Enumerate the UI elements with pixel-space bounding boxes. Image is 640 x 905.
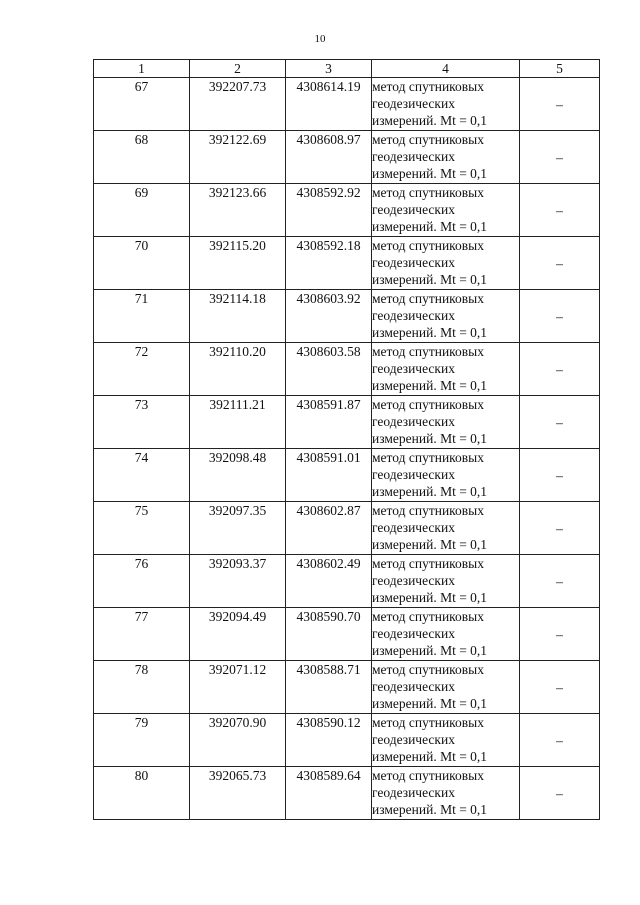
- point-number-cell: 69: [94, 184, 190, 237]
- page-number: 10: [314, 33, 326, 45]
- x-coordinate-cell: 392098.48: [190, 449, 286, 502]
- x-coordinate-cell: 392093.37: [190, 555, 286, 608]
- y-coordinate-cell: 4308591.01: [286, 449, 372, 502]
- header-col-5: 5: [520, 60, 600, 78]
- note-cell: –: [520, 396, 600, 449]
- method-cell: метод спутниковых геодезических измерений. Mt = 0,1: [372, 78, 520, 131]
- y-coordinate-cell: 4308602.49: [286, 555, 372, 608]
- method-cell: метод спутниковых геодезических измерений. Mt = 0,1: [372, 184, 520, 237]
- table-row: [94, 343, 600, 396]
- note-cell: –: [520, 767, 600, 820]
- table-row: [94, 290, 600, 343]
- y-coordinate-cell: 4308602.87: [286, 502, 372, 555]
- table-row: [94, 237, 600, 290]
- point-number-cell: 80: [94, 767, 190, 820]
- x-coordinate-cell: 392070.90: [190, 714, 286, 767]
- x-coordinate-cell: 392207.73: [190, 78, 286, 131]
- note-cell: –: [520, 661, 600, 714]
- point-number-cell: 72: [94, 343, 190, 396]
- header-col-4: 4: [372, 60, 520, 78]
- note-cell: –: [520, 237, 600, 290]
- y-coordinate-cell: 4308592.18: [286, 237, 372, 290]
- point-number-cell: 67: [94, 78, 190, 131]
- table-row: [94, 184, 600, 237]
- x-coordinate-cell: 392094.49: [190, 608, 286, 661]
- y-coordinate-cell: 4308592.92: [286, 184, 372, 237]
- y-coordinate-cell: 4308603.92: [286, 290, 372, 343]
- y-coordinate-cell: 4308590.70: [286, 608, 372, 661]
- method-cell: метод спутниковых геодезических измерений. Mt = 0,1: [372, 449, 520, 502]
- table-row: [94, 396, 600, 449]
- method-cell: метод спутниковых геодезических измерений. Mt = 0,1: [372, 396, 520, 449]
- note-cell: –: [520, 131, 600, 184]
- method-cell: метод спутниковых геодезических измерений. Mt = 0,1: [372, 661, 520, 714]
- point-number-cell: 73: [94, 396, 190, 449]
- table-row: [94, 661, 600, 714]
- y-coordinate-cell: 4308603.58: [286, 343, 372, 396]
- table-row: [94, 131, 600, 184]
- table-row: [94, 767, 600, 820]
- note-cell: –: [520, 449, 600, 502]
- method-cell: метод спутниковых геодезических измерений. Mt = 0,1: [372, 502, 520, 555]
- x-coordinate-cell: 392115.20: [190, 237, 286, 290]
- point-number-cell: 75: [94, 502, 190, 555]
- note-cell: –: [520, 555, 600, 608]
- table-row: [94, 78, 600, 131]
- y-coordinate-cell: 4308614.19: [286, 78, 372, 131]
- method-cell: метод спутниковых геодезических измерений. Mt = 0,1: [372, 555, 520, 608]
- note-cell: –: [520, 608, 600, 661]
- x-coordinate-cell: 392122.69: [190, 131, 286, 184]
- x-coordinate-cell: 392071.12: [190, 661, 286, 714]
- method-cell: метод спутниковых геодезических измерений. Mt = 0,1: [372, 608, 520, 661]
- note-cell: –: [520, 290, 600, 343]
- note-cell: –: [520, 714, 600, 767]
- table-row: [94, 714, 600, 767]
- point-number-cell: 71: [94, 290, 190, 343]
- y-coordinate-cell: 4308589.64: [286, 767, 372, 820]
- x-coordinate-cell: 392065.73: [190, 767, 286, 820]
- y-coordinate-cell: 4308608.97: [286, 131, 372, 184]
- x-coordinate-cell: 392097.35: [190, 502, 286, 555]
- x-coordinate-cell: 392123.66: [190, 184, 286, 237]
- table-header: [94, 60, 600, 78]
- header-row: [94, 60, 600, 78]
- table-row: [94, 608, 600, 661]
- method-cell: метод спутниковых геодезических измерений. Mt = 0,1: [372, 714, 520, 767]
- y-coordinate-cell: 4308588.71: [286, 661, 372, 714]
- header-col-2: 2: [190, 60, 286, 78]
- point-number-cell: 78: [94, 661, 190, 714]
- y-coordinate-cell: 4308590.12: [286, 714, 372, 767]
- method-cell: метод спутниковых геодезических измерений. Mt = 0,1: [372, 131, 520, 184]
- table-row: [94, 449, 600, 502]
- note-cell: –: [520, 343, 600, 396]
- point-number-cell: 76: [94, 555, 190, 608]
- x-coordinate-cell: 392114.18: [190, 290, 286, 343]
- note-cell: –: [520, 502, 600, 555]
- point-number-cell: 79: [94, 714, 190, 767]
- table-row: [94, 502, 600, 555]
- point-number-cell: 70: [94, 237, 190, 290]
- method-cell: метод спутниковых геодезических измерений. Mt = 0,1: [372, 290, 520, 343]
- note-cell: –: [520, 184, 600, 237]
- note-cell: –: [520, 78, 600, 131]
- x-coordinate-cell: 392111.21: [190, 396, 286, 449]
- x-coordinate-cell: 392110.20: [190, 343, 286, 396]
- header-col-3: 3: [286, 60, 372, 78]
- point-number-cell: 74: [94, 449, 190, 502]
- point-number-cell: 68: [94, 131, 190, 184]
- point-number-cell: 77: [94, 608, 190, 661]
- method-cell: метод спутниковых геодезических измерений. Mt = 0,1: [372, 343, 520, 396]
- table-row: [94, 555, 600, 608]
- table-body: [94, 78, 600, 820]
- method-cell: метод спутниковых геодезических измерений. Mt = 0,1: [372, 237, 520, 290]
- header-col-1: 1: [94, 60, 190, 78]
- y-coordinate-cell: 4308591.87: [286, 396, 372, 449]
- coordinates-table: [93, 59, 600, 820]
- method-cell: метод спутниковых геодезических измерений. Mt = 0,1: [372, 767, 520, 820]
